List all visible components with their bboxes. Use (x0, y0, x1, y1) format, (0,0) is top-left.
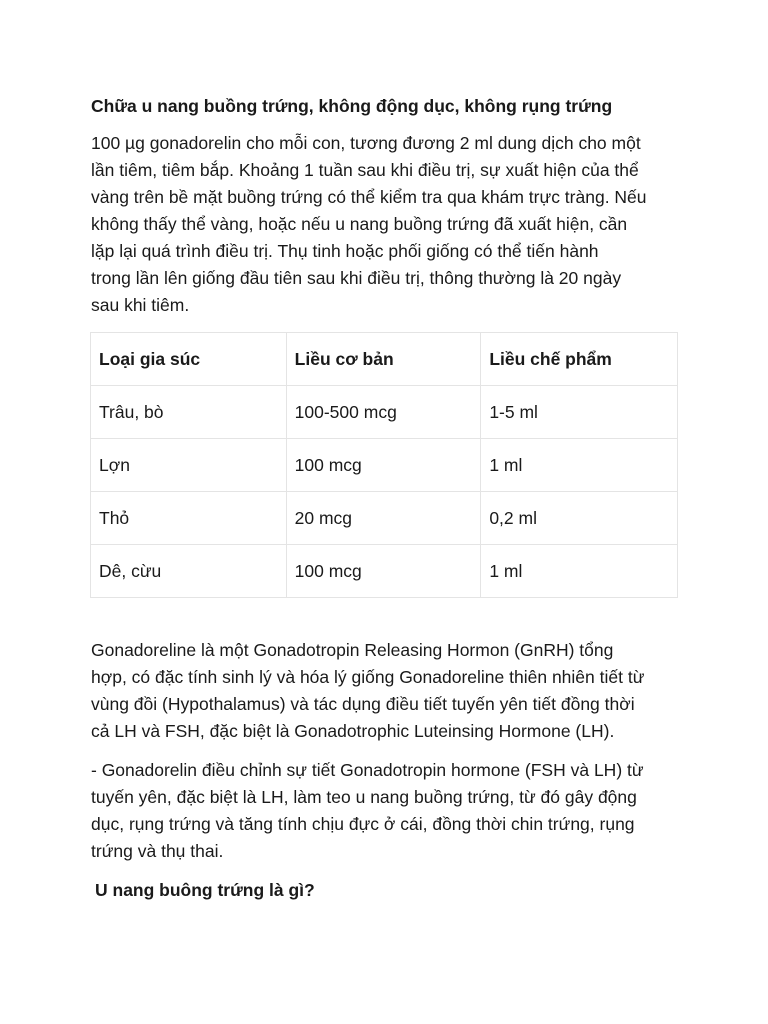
cell-product-dose: 0,2 ml (481, 492, 678, 545)
text-line: vùng đồi (Hypothalamus) và tác dụng điều tiết tuyến yên tiết đồng thời (91, 694, 635, 714)
cell-livestock: Lợn (91, 439, 287, 492)
text-line: hợp, có đặc tính sinh lý và hóa lý giống Gonadoreline thiên nhiên tiết từ (91, 667, 645, 687)
table-row (91, 492, 678, 545)
section-heading: Chữa u nang buồng trứng, không động dục, không rụng trứng (91, 96, 613, 116)
text-line: không thấy thể vàng, hoặc nếu u nang buồng trứng đã xuất hiện, cần (91, 214, 628, 234)
table-header-row (91, 333, 678, 386)
cell-base-dose: 100-500 mcg (286, 386, 481, 439)
cell-base-dose: 100 mcg (286, 439, 481, 492)
text-line: lần tiêm, tiêm bắp. Khoảng 1 tuần sau khi điều trị, sự xuất hiện của thể (91, 160, 639, 180)
text-line: - Gonadorelin điều chỉnh sự tiết Gonadotropin hormone (FSH và LH) từ (91, 760, 644, 780)
header-livestock-type: Loại gia súc (91, 333, 287, 386)
cell-product-dose: 1 ml (481, 439, 678, 492)
gnrh-paragraph (91, 637, 691, 745)
table-row (91, 545, 678, 598)
text-line: dục, rụng trứng và tăng tính chịu đực ở cái, đồng thời chin trứng, rụng (91, 814, 635, 834)
intro-paragraph (91, 130, 691, 319)
text-line: trong lần lên giống đầu tiên sau khi điều trị, thông thường là 20 ngày (91, 268, 622, 288)
text-line: vàng trên bề mặt buồng trứng có thể kiểm tra qua khám trực tràng. Nếu (91, 187, 647, 207)
header-product-dose: Liều chế phẩm (481, 333, 678, 386)
header-base-dose: Liều cơ bản (286, 333, 481, 386)
cell-product-dose: 1-5 ml (481, 386, 678, 439)
cell-base-dose: 100 mcg (286, 545, 481, 598)
cell-livestock: Trâu, bò (91, 386, 287, 439)
cell-product-dose: 1 ml (481, 545, 678, 598)
text-line: 100 µg gonadorelin cho mỗi con, tương đương 2 ml dung dịch cho một (91, 133, 641, 153)
cell-livestock: Dê, cừu (91, 545, 287, 598)
table-row (91, 439, 678, 492)
effect-paragraph (91, 757, 691, 865)
question-heading: U nang buông trứng là gì? (95, 880, 315, 900)
dosage-table (90, 332, 678, 598)
text-line: tuyến yên, đặc biệt là LH, làm teo u nang buồng trứng, từ đó gây động (91, 787, 637, 807)
text-line: sau khi tiêm. (91, 295, 190, 315)
text-line: lặp lại quá trình điều trị. Thụ tinh hoặc phối giống có thể tiến hành (91, 241, 599, 261)
text-line: Gonadoreline là một Gonadotropin Releasing Hormon (GnRH) tổng (91, 640, 614, 660)
table-row (91, 386, 678, 439)
text-line: cả LH và FSH, đặc biệt là Gonadotrophic Luteinsing Hormone (LH). (91, 721, 615, 741)
text-line: trứng và thụ thai. (91, 841, 224, 861)
cell-livestock: Thỏ (91, 492, 287, 545)
cell-base-dose: 20 mcg (286, 492, 481, 545)
